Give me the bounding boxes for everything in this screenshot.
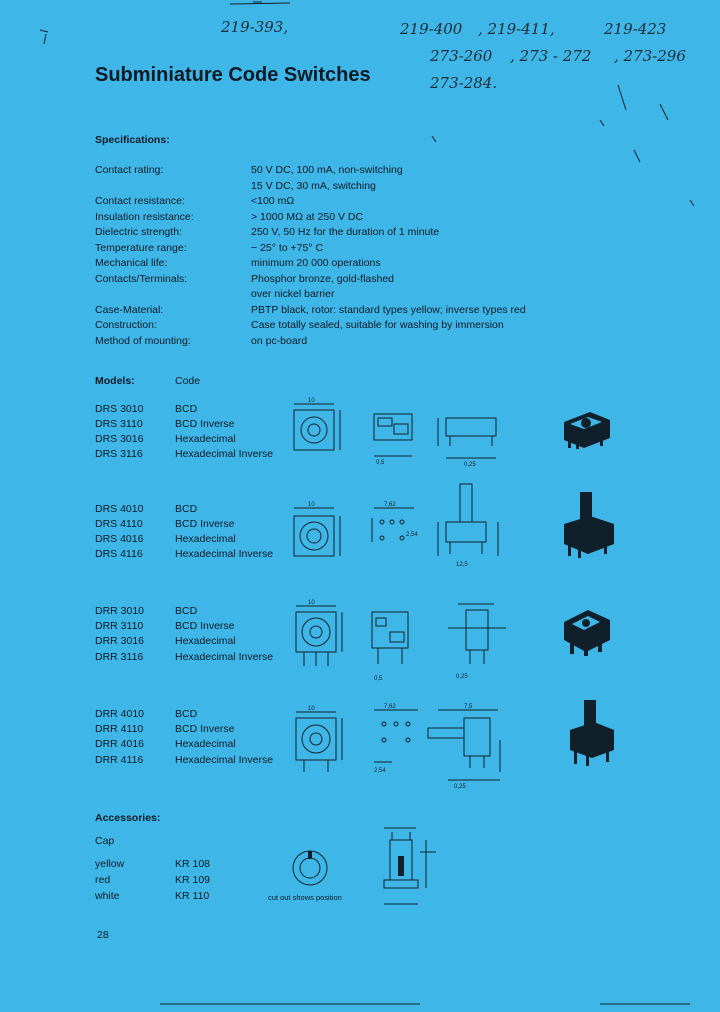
- model-number: DRS 3116: [95, 448, 143, 460]
- dim-label: 7,62: [384, 502, 396, 508]
- spec-label: Insulation resistance:: [95, 210, 194, 223]
- spec-row: [95, 318, 615, 334]
- spec-row: [95, 303, 615, 319]
- drawing-drr4000: [288, 700, 518, 790]
- model-code: BCD Inverse: [175, 723, 235, 735]
- dim-label: 12,5: [456, 562, 468, 568]
- model-number: DRS 4016: [95, 533, 144, 545]
- dim-label: 10: [308, 706, 315, 712]
- model-number: DRR 4016: [95, 738, 145, 750]
- cap-label: Cap: [95, 835, 115, 847]
- model-code: Hexadecimal Inverse: [175, 651, 274, 663]
- dim-label: 0,25: [464, 462, 476, 468]
- dim-label: 10: [308, 502, 315, 508]
- spec-row: [95, 256, 615, 272]
- model-code: BCD Inverse: [175, 620, 235, 632]
- model-number: DRR 4116: [95, 754, 144, 766]
- drawing-drr3000: [288, 598, 518, 684]
- model-number: DRR 3116: [95, 651, 144, 663]
- dim-label: 7,62: [384, 704, 396, 710]
- accessory-part: KR 109: [175, 874, 211, 886]
- dim-label: 7,5: [464, 704, 473, 710]
- accessory-part: KR 108: [175, 858, 211, 870]
- accessory-color: red: [95, 874, 111, 886]
- handwritten-note: , 273-296: [614, 47, 686, 65]
- model-code: Hexadecimal: [175, 738, 236, 750]
- model-number: DRS 3010: [95, 403, 144, 415]
- cap-caption: cut out shows position: [268, 893, 342, 902]
- model-code: Hexadecimal: [175, 635, 236, 647]
- spec-value: Case totally sealed, suitable for washing by immersion: [251, 319, 504, 331]
- accessory-color: white: [95, 890, 120, 902]
- accessory-row: [95, 889, 395, 904]
- spec-label: Contact resistance:: [95, 195, 185, 207]
- drawing-drs3000: [288, 396, 518, 468]
- model-number: DRR 4110: [95, 723, 144, 735]
- handwritten-note: 219-423: [604, 20, 667, 38]
- dim-label: 2,54: [374, 768, 386, 774]
- model-number: DRS 4110: [95, 518, 143, 530]
- spec-value: Phosphor bronze, gold-flashed: [251, 272, 395, 285]
- spec-label: Construction:: [95, 319, 157, 331]
- switch-photo-drr3000: [560, 606, 614, 658]
- accessory-part: KR 110: [175, 890, 210, 902]
- spec-label: Mechanical life:: [95, 257, 168, 269]
- spec-value: <100 mΩ: [251, 195, 295, 207]
- model-code: Hexadecimal Inverse: [175, 448, 274, 460]
- spec-label: Temperature range:: [95, 241, 187, 254]
- spec-row: [95, 194, 615, 210]
- models-heading: Models:: [95, 375, 135, 387]
- spec-row: [95, 272, 615, 288]
- model-code: Hexadecimal: [175, 433, 236, 445]
- handwritten-note: 273-260: [430, 47, 493, 65]
- model-number: DRS 3110: [95, 418, 143, 430]
- model-number: DRS 3016: [95, 433, 144, 445]
- drawing-drs4000: [288, 478, 518, 570]
- spec-row: [95, 163, 615, 179]
- dim-label: 0,25: [454, 784, 466, 790]
- spec-value: over nickel barrier: [251, 288, 335, 300]
- handwritten-note: 273-284.: [430, 74, 498, 92]
- handwritten-note: 219-393,: [221, 18, 289, 36]
- code-heading: Code: [175, 375, 201, 387]
- cap-top-view: [288, 846, 332, 890]
- spec-label: Case-Material:: [95, 303, 164, 316]
- handwritten-note: , 219-411,: [478, 20, 555, 38]
- specifications-heading: Specifications:: [95, 134, 170, 146]
- handwritten-note: 219-400: [400, 20, 463, 38]
- model-code: Hexadecimal: [175, 533, 236, 545]
- cap-side-view: [380, 822, 444, 914]
- spec-value: 15 V DC, 30 mA, switching: [251, 179, 376, 192]
- spec-label: Method of mounting:: [95, 334, 191, 347]
- spec-value: on pc-board: [251, 334, 308, 347]
- model-number: DRR 3010: [95, 605, 145, 617]
- model-code: BCD: [175, 708, 198, 720]
- model-number: DRS 4010: [95, 503, 144, 515]
- accessory-color: yellow: [95, 858, 125, 870]
- spec-row: [95, 287, 615, 303]
- model-code: BCD Inverse: [175, 418, 235, 430]
- switch-photo-drs3000: [560, 408, 614, 450]
- spec-row: [95, 225, 615, 241]
- spec-row: [95, 241, 615, 257]
- spec-label: Contact rating:: [95, 164, 164, 176]
- switch-photo-drr4000: [566, 696, 618, 768]
- model-code: BCD: [175, 403, 198, 415]
- spec-row: [95, 210, 615, 226]
- spec-row: [95, 334, 615, 350]
- model-code: Hexadecimal Inverse: [175, 754, 274, 766]
- dim-label: 0,5: [374, 676, 383, 682]
- dim-label: 10: [308, 600, 315, 606]
- accessory-row: [95, 857, 395, 872]
- dim-label: 0,25: [456, 674, 468, 680]
- model-code: BCD Inverse: [175, 518, 235, 530]
- model-code: BCD: [175, 605, 198, 617]
- model-number: DRR 3016: [95, 635, 145, 647]
- model-number: DRR 4010: [95, 708, 145, 720]
- spec-value: minimum 20 000 operations: [251, 257, 381, 269]
- spec-value: PBTP black, rotor: standard types yellow; inverse types red: [251, 303, 526, 316]
- accessories-heading: Accessories:: [95, 812, 161, 824]
- dim-label: 2,54: [406, 532, 418, 538]
- dim-label: 0,5: [376, 460, 385, 466]
- model-code: Hexadecimal Inverse: [175, 548, 274, 560]
- spec-row: [95, 179, 615, 195]
- spec-value: − 25° to +75° C: [251, 241, 324, 254]
- model-number: DRS 4116: [95, 548, 143, 560]
- model-code: BCD: [175, 503, 198, 515]
- spec-value: > 1000 MΩ at 250 V DC: [251, 210, 364, 223]
- spec-value: 250 V, 50 Hz for the duration of 1 minute: [251, 226, 440, 238]
- dim-label: 10: [308, 398, 315, 404]
- handwritten-note: , 273 - 272: [510, 47, 592, 65]
- model-number: DRR 3110: [95, 620, 144, 632]
- spec-label: Dielectric strength:: [95, 226, 182, 238]
- switch-photo-drs4000: [560, 488, 618, 560]
- page-title: Subminiature Code Switches: [95, 64, 371, 86]
- page-number: 28: [97, 929, 109, 941]
- spec-label: Contacts/Terminals:: [95, 272, 188, 285]
- accessory-row: [95, 873, 395, 888]
- spec-value: 50 V DC, 100 mA, non-switching: [251, 164, 403, 176]
